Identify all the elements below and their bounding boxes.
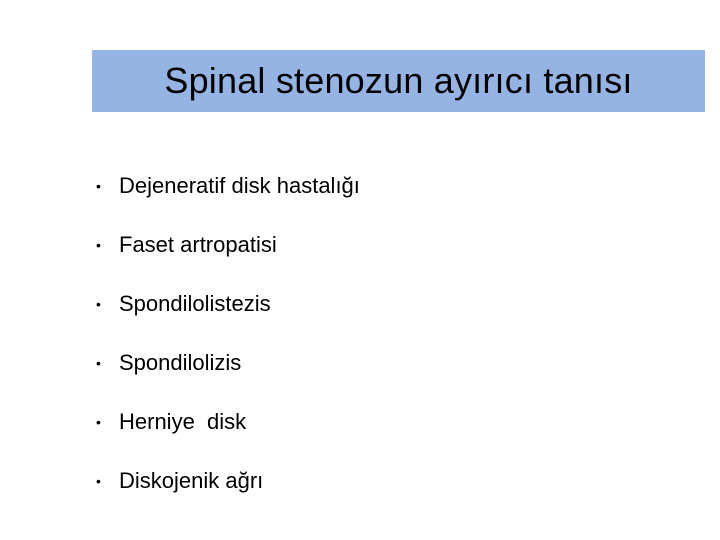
- bullet-item: [96, 165, 360, 224]
- bullet-item: [96, 460, 360, 519]
- bullet-item: [96, 283, 360, 342]
- bullet-list: [96, 165, 360, 519]
- bullet-text: Dejeneratif disk hastalığı: [119, 173, 360, 198]
- bullet-text: Diskojenik ağrı: [119, 468, 264, 493]
- bullet-dot-icon: •: [96, 296, 101, 312]
- bullet-text: Faset artropatisi: [119, 232, 277, 257]
- bullet-text: Spondilolistezis: [119, 291, 271, 316]
- bullet-dot-icon: •: [96, 473, 101, 489]
- bullet-item: [96, 224, 360, 283]
- bullet-text: Spondilolizis: [119, 350, 242, 375]
- bullet-text: Herniye disk: [119, 409, 247, 434]
- bullet-item: [96, 342, 360, 401]
- bullet-dot-icon: •: [96, 355, 101, 371]
- title-banner: [92, 50, 705, 112]
- bullet-dot-icon: •: [96, 237, 101, 253]
- bullet-dot-icon: •: [96, 178, 101, 194]
- bullet-dot-icon: •: [96, 414, 101, 430]
- slide-title: Spinal stenozun ayırıcı tanısı: [164, 60, 633, 101]
- bullet-item: [96, 401, 360, 460]
